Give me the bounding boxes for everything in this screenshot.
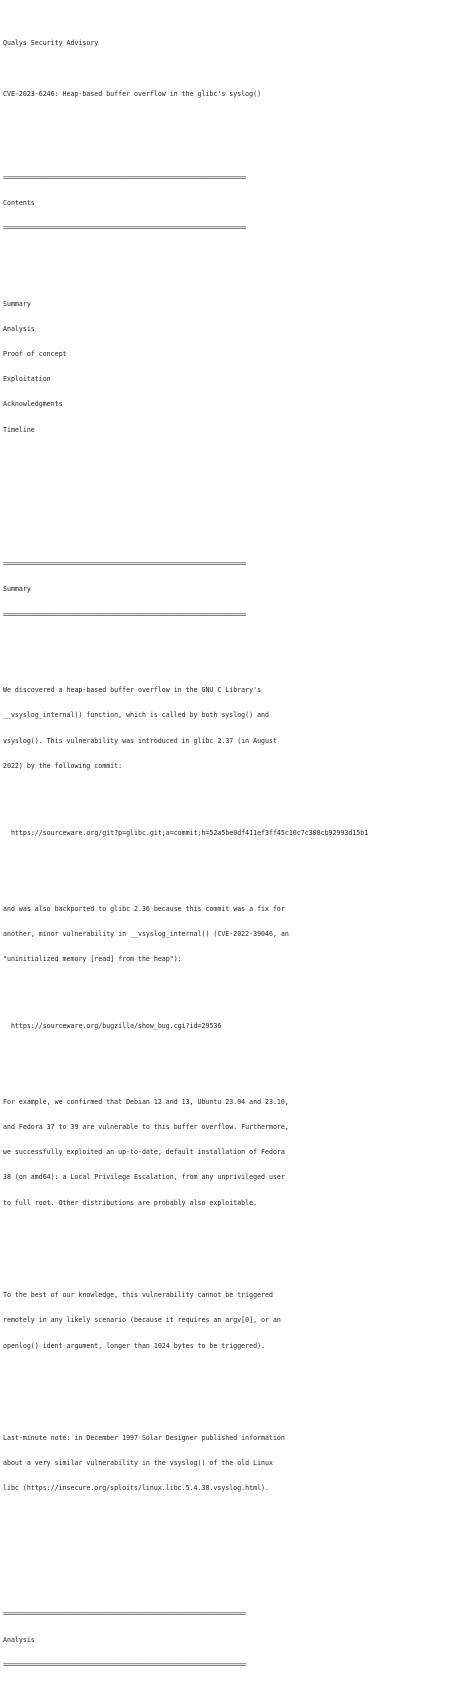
toc-item-exploitation[interactable]: Exploitation [3,375,51,384]
paragraph-line: 38 (on amd64): a Local Privilege Escalation, from any unprivileged user [3,1173,285,1182]
summary-paragraph-5 [3,1417,471,1509]
summary-paragraph-4 [3,1274,471,1366]
blank-line [3,997,471,1005]
toc-item-timeline[interactable]: Timeline [3,425,35,434]
paragraph-line: __vsyslog_internal() function, which is called by both syslog() and [3,711,269,720]
paragraph-line: openlog() ident argument, longer than 1024 bytes to be triggered). [3,1341,266,1350]
paragraph-line: vsyslog(). This vulnerability was introduced in glibc 2.37 (in August [3,736,277,745]
blank-line [3,1047,471,1055]
blank-line [3,1384,471,1392]
paragraph-line: libc (https://insecure.org/sploits/linux.libc.5.4.38.vsyslog.html). [3,1484,269,1493]
analysis-heading: Analysis [3,1635,35,1644]
separator-rule: ======================================================================== [3,1660,246,1669]
paragraph-line: For example, we confirmed that Debian 12 and 13, Ubuntu 23.04 and 23.10, [3,1097,289,1106]
toc-item-summary[interactable]: Summary [3,299,31,308]
blank-line [3,1241,471,1249]
advisory-title: CVE-2023-6246: Heap-based buffer overflow in the glibc's syslog() [3,89,262,98]
blank-line [3,249,471,257]
blank-line [3,1577,471,1585]
commit-link-row [3,829,471,837]
blank-line [3,1552,471,1560]
blank-line [3,854,471,862]
separator-rule: ======================================================================== [3,610,246,619]
paragraph-line: "uninitialized memory [read] from the heap"): [3,955,182,964]
paragraph-line: To the best of our knowledge, this vulnerability cannot be triggered [3,1291,273,1300]
paragraph-line: Last-minute note: in December 1997 Solar Designer published information [3,1433,285,1442]
paragraph-line: remotely in any likely scenario (because it requires an argv[0], or an [3,1316,281,1325]
blank-line [3,527,471,535]
separator-rule: ======================================================================== [3,1610,246,1619]
blank-line [3,64,471,72]
toc-item-acknowledgments[interactable]: Acknowledgments [3,400,63,409]
bugzilla-link[interactable]: https://sourceware.org/bugzilla/show_bug.cgi?id=29536 [10,1022,222,1031]
blank-line [3,804,471,812]
toc-item-proof-of-concept[interactable]: Proof of concept [3,350,67,359]
paragraph-line: and Fedora 37 to 39 are vulnerable to this buffer overflow. Furthermore, [3,1123,289,1132]
blank-line [3,140,471,148]
summary-paragraph-3 [3,1081,471,1224]
separator-rule: ======================================================================== [3,173,246,182]
summary-paragraph-2 [3,888,471,980]
separator-rule: ======================================================================== [3,560,246,569]
blank-line [3,115,471,123]
summary-heading: Summary [3,585,31,594]
summary-paragraph-1 [3,669,471,787]
contents-heading: Contents [3,198,35,207]
paragraph-line: 2022) by the following commit: [3,761,123,770]
commit-link[interactable]: https://sourceware.org/git?p=glibc.git;a=commit;h=52a5be0df411ef3ff45c10c7c308cb92993d15b1 [10,828,369,837]
paragraph-line: about a very similar vulnerability in the vsyslog() of the old Linux [3,1459,273,1468]
paragraph-line: to full root. Other distributions are probably also exploitable. [3,1198,258,1207]
table-of-contents [3,283,471,451]
separator-rule: ======================================================================== [3,224,246,233]
paragraph-line: and was also backported to glibc 2.36 because this commit was a fix for [3,904,285,913]
blank-line [3,636,471,644]
blank-line [3,1526,471,1534]
paragraph-line: another, minor vulnerability in __vsyslog_internal() (CVE-2022-39046, an [3,929,289,938]
advisory-document [3,14,471,1686]
blank-line [3,501,471,509]
blank-line [3,476,471,484]
toc-item-analysis[interactable]: Analysis [3,324,35,333]
advisory-org: Qualys Security Advisory [3,39,99,48]
paragraph-line: We discovered a heap-based buffer overflow in the GNU C Library's [3,686,262,695]
paragraph-line: we successfully exploited an up-to-date, default installation of Fedora [3,1148,285,1157]
bugzilla-link-row [3,1022,471,1030]
